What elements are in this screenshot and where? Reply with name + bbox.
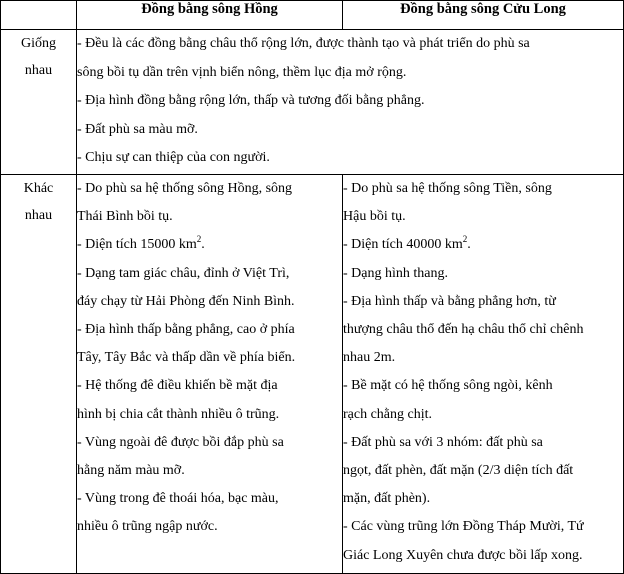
red-river-line: - Do phù sa hệ thống sông Hồng, sông [77,181,293,196]
similarities-label-line2: nhau [24,63,53,78]
mekong-area-text: - Diện tích 40000 km [343,237,463,253]
differences-label [1,175,77,574]
differences-label-line1: Khác [23,181,54,196]
mekong-line: ngọt, đất phèn, đất mặn (2/3 diện tích đất [343,463,574,479]
red-river-line: Tây, Tây Bắc và thấp dần về phía biển. [77,350,296,366]
header-mekong-delta: Đồng bằng sông Cửu Long [343,1,624,30]
red-river-area-line [77,231,342,259]
similarities-content [77,30,624,175]
mekong-area-period: . [467,237,471,253]
mekong-area-line [343,231,623,259]
differences-label-line2: nhau [24,208,53,223]
similarity-line: - Chịu sự can thiệp của con người. [77,150,270,165]
mekong-line: - Do phù sa hệ thống sông Tiền, sông [343,181,552,196]
mekong-area-exponent: 2 [462,234,468,245]
mekong-line: mặn, đất phèn). [343,491,431,507]
mekong-line: nhau 2m. [343,350,396,366]
similarity-line: - Đất phù sa màu mỡ. [77,121,198,137]
red-river-line: - Vùng ngoài đê được bồi đắp phù sa [77,434,284,450]
similarity-line: - Đều là các đồng bằng châu thổ rộng lớn, được thành tạo và phát triển do phù sa [77,36,530,51]
red-river-line: đáy chạy từ Hải Phòng đến Ninh Bình. [77,293,295,309]
differences-row [1,175,624,574]
red-river-area-period: . [201,237,205,253]
header-row [1,1,624,30]
mekong-line: thượng châu thổ đến hạ châu thổ chỉ chênh [343,322,584,338]
red-river-area-exponent: 2 [196,234,202,245]
red-river-line: - Dạng tam giác châu, đỉnh ở Việt Trì, [77,265,290,281]
mekong-line: - Địa hình thấp và bằng phẳng hơn, từ [343,293,556,309]
mekong-line: Giác Long Xuyên chưa được bồi lấp xong. [343,547,583,563]
red-river-differences [77,175,343,574]
mekong-line: - Dạng hình thang. [343,265,448,281]
similarity-line: - Địa hình đồng bằng rộng lớn, thấp và tương đối bằng phẳng. [77,93,425,108]
similarities-label [1,30,77,175]
red-river-line: - Địa hình thấp bằng phẳng, cao ở phía [77,322,295,338]
red-river-line: hằng năm màu mỡ. [77,463,185,479]
red-river-line: - Hệ thống đê điều khiến bề mặt địa [77,378,278,394]
red-river-line: - Vùng trong đê thoái hóa, bạc màu, [77,491,279,507]
similarities-label-line1: Giống [21,36,56,51]
red-river-area-text: - Diện tích 15000 km [77,237,197,253]
header-red-river-delta: Đồng bằng sông Hồng [77,1,343,30]
mekong-differences [343,175,624,574]
red-river-line: nhiều ô trũng ngập nước. [77,519,218,535]
header-blank [1,1,77,30]
similarities-row [1,30,624,175]
mekong-line: rạch chằng chịt. [343,406,433,422]
mekong-line: - Đất phù sa với 3 nhóm: đất phù sa [343,434,543,450]
red-river-line: Thái Bình bồi tụ. [77,209,173,225]
red-river-line: hình bị chia cắt thành nhiều ô trũng. [77,406,280,422]
mekong-line: Hậu bồi tụ. [343,209,406,225]
mekong-line: - Các vùng trũng lớn Đồng Tháp Mười, Tứ [343,519,584,535]
mekong-line: - Bề mặt có hệ thống sông ngòi, kênh [343,378,553,394]
similarity-line: sông bồi tụ dần trên vịnh biển nông, thềm lục địa mở rộng. [77,64,407,80]
